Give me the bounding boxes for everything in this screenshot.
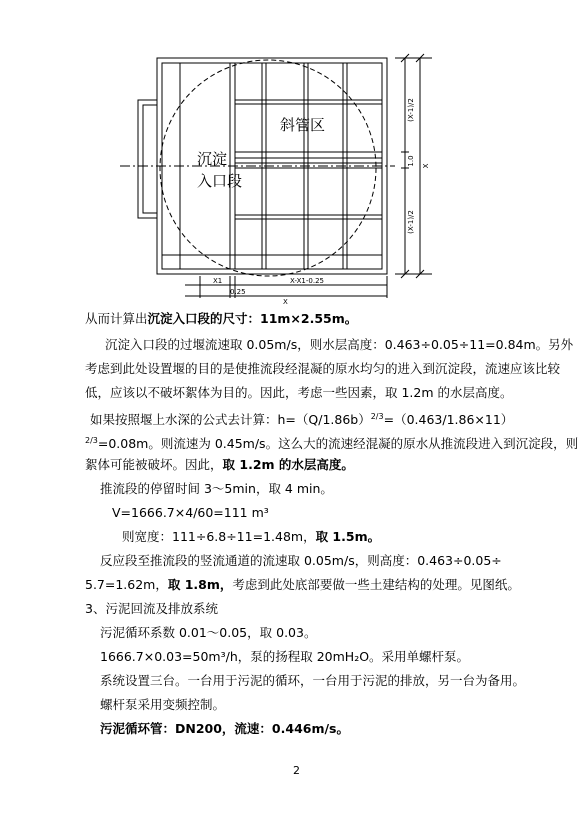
- line-15: 1666.7×0.03=50m³/h，泵的扬程取 20mH₂O。采用单螺杆泵。: [100, 649, 470, 664]
- line-11: 反应段至推流段的竖流通道的流速取 0.05m/s，则高度：0.463÷0.05÷: [100, 553, 502, 568]
- line-8: 推流段的停留时间 3～5min，取 4 min。: [100, 481, 333, 496]
- dim-right-total: X: [422, 163, 430, 169]
- inlet-label-line2: 入口段: [197, 172, 243, 190]
- line-9: V=1666.7×4/60=111 m³: [112, 505, 269, 520]
- line-4: 低，应该以不破坏絮体为目的。因此，考虑一些因素，取 1.2m 的水层高度。: [85, 385, 513, 400]
- line-2: 沉淀入口段的过堰流速取 0.05m/s，则水层高度：0.463÷0.05÷11=0.84m。另外: [105, 337, 574, 352]
- dim-bottom-total: X: [283, 298, 288, 306]
- line-6: $^{2/3}$=0.08m。则流速为 0.45m/s。这么大的流速经混凝的原水从推流段进入到沉淀段，则: [85, 436, 579, 452]
- line-12: 5.7=1.62m，取 1.8m，考虑到此处底部要做一些土建结构的处理。见图纸。: [85, 577, 520, 592]
- dim-bottom-mid: X-X1-0.25: [290, 277, 324, 285]
- line-3: 考虑到此处设置堰的目的是使推流段经混凝的原水均匀的进入到沉淀段，流速应该比较: [85, 361, 561, 376]
- dim-bottom-x1: X1: [213, 277, 223, 285]
- sedimentation-tank-diagram: [0, 0, 580, 310]
- line-10: 则宽度：111÷6.8÷11=1.48m，取 1.5m。: [122, 529, 381, 544]
- line-7: 絮体可能被破坏。因此，取 1.2m 的水层高度。: [85, 457, 354, 472]
- line-18: 污泥循环管：DN200，流速：0.446m/s。: [100, 721, 349, 736]
- section-heading-sludge: 3、污泥回流及排放系统: [85, 601, 218, 616]
- inlet-label-line1: 沉淀: [197, 150, 228, 168]
- dim-right-top: (X-1)/2: [407, 98, 415, 122]
- line-5: 如果按照堰上水深的公式去计算：$h=(Q/1.86b)^{2/3}=(0.463/1.86\times 11)$: [90, 412, 514, 428]
- line-1: 从而计算出沉淀入口段的尺寸：11m×2.55m。: [85, 311, 358, 326]
- dim-right-bottom: (X-1)/2: [407, 210, 415, 234]
- dim-bottom-025: 0.25: [230, 288, 246, 296]
- line-14: 污泥循环系数 0.01～0.05，取 0.03。: [100, 625, 317, 640]
- page-number: 2: [293, 764, 300, 777]
- tube-zone-label: 斜管区: [280, 116, 326, 134]
- dim-right-mid: 1.0: [407, 155, 415, 167]
- line-17: 螺杆泵采用变频控制。: [100, 697, 226, 712]
- line-16: 系统设置三台。一台用于污泥的循环，一台用于污泥的排放，另一台为备用。: [100, 673, 526, 688]
- inlet-stub: [138, 100, 157, 218]
